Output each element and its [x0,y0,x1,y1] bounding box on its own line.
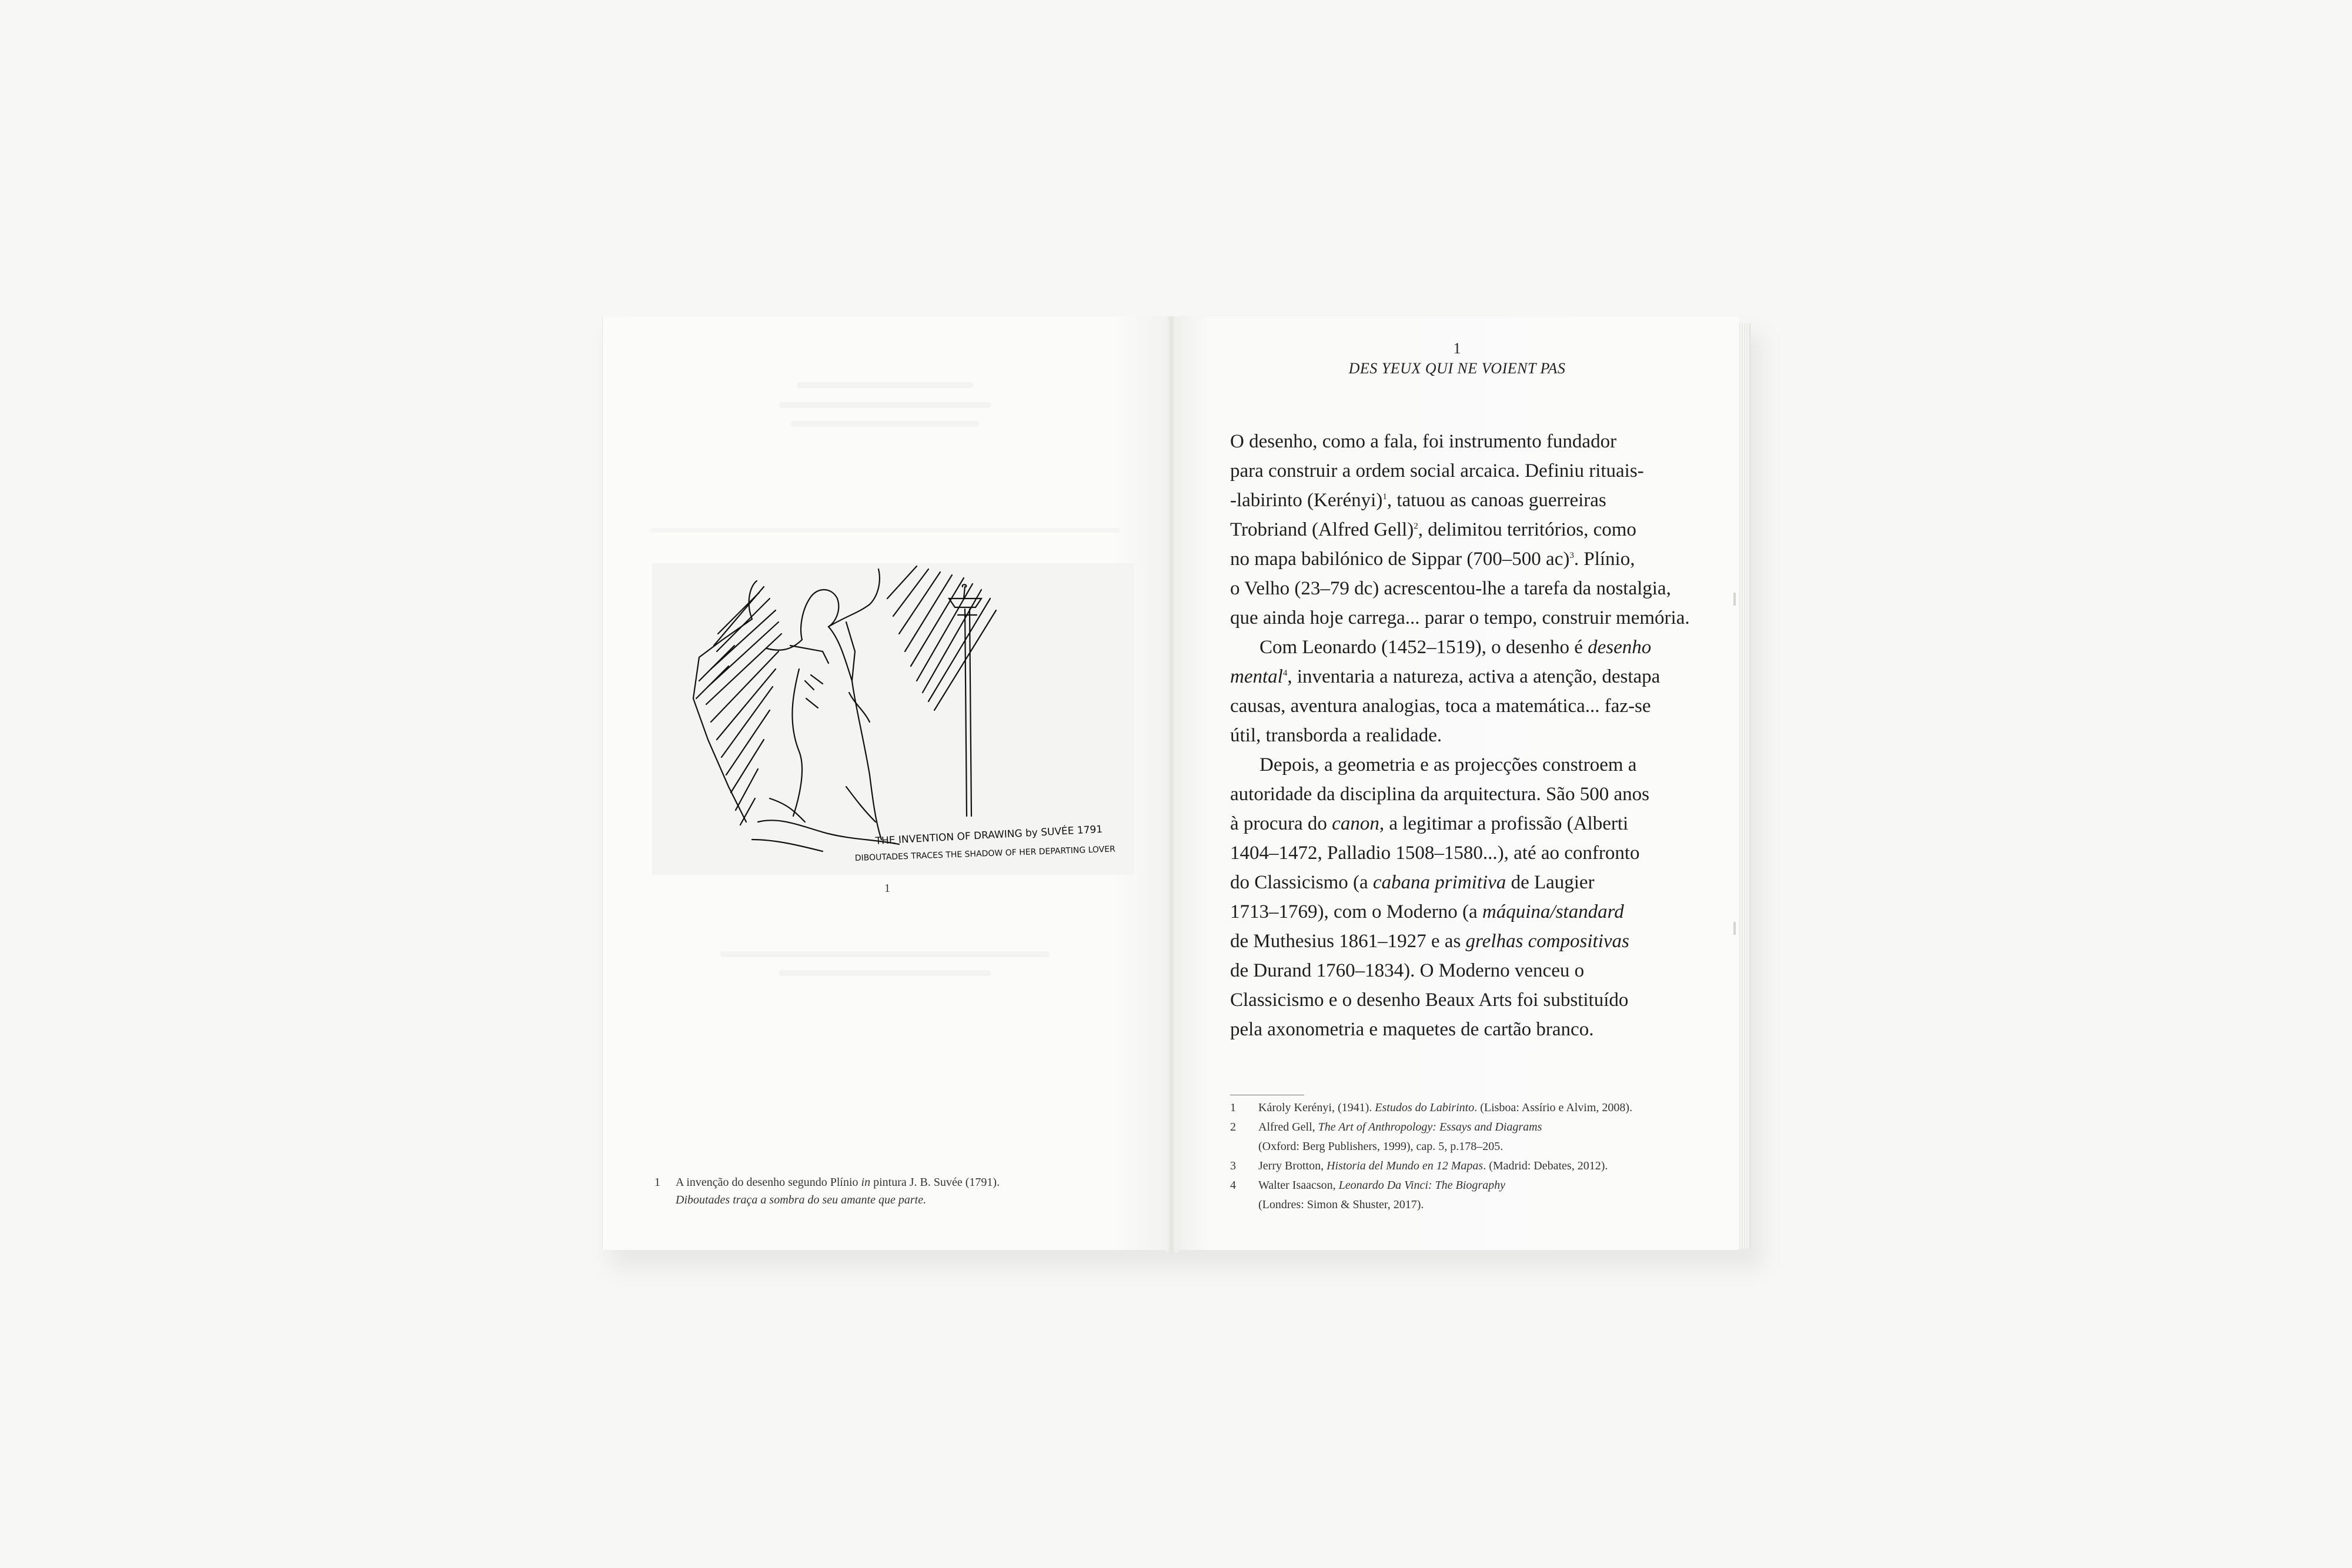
text-line: de Muthesius 1861–1927 e as grelhas compositivas [1230,931,1629,952]
text-line: pela axonometria e maquetes de cartão branco. [1230,1019,1594,1040]
right-page [1175,316,1739,1250]
footnote-2-continuation: (Oxford: Berg Publishers, 1999), cap. 5, p.178–205. [1258,1140,1504,1153]
paragraph-1 [1230,427,1736,633]
lamp-post [949,584,981,816]
text-line: autoridade da disciplina da arquitectura. São 500 anos [1230,784,1649,805]
paragraph-2 [1230,633,1736,750]
left-page [602,316,1172,1250]
caption-line-2: Diboutades traça a sombra do seu amante que parte. [676,1193,927,1206]
sketch-illustration [652,563,1134,875]
figure-inscription-line1: THE INVENTION OF DRAWING by SUVÉE 1791 [875,823,1103,847]
page-block-edge [1739,323,1750,1249]
text-line: -labirinto (Kerényi)$^1$, tatuou as canoas guerreiras [1230,490,1606,511]
footnotes [1230,1098,1736,1215]
figure-caption [654,1174,1137,1209]
caption-line-1 [654,1174,1137,1191]
text-line: do Classicismo (a cabana primitiva de Laugier [1230,872,1595,893]
text-line: à procura do canon, a legitimar a profissão (Alberti [1230,813,1629,834]
text-line: O desenho, como a fala, foi instrumento fundador [1230,431,1617,452]
text-line: para construir a ordem social arcaica. Definiu rituais- [1230,460,1644,482]
chapter-number: 1 [1453,340,1461,357]
text-line: útil, transborda a realidade. [1230,725,1442,746]
figure-number: 1 [884,882,890,895]
paragraph-3 [1230,750,1736,1044]
caption-text: A invenção do desenho segundo Plínio [676,1176,861,1189]
show-through-text [779,402,991,408]
show-through-text [779,970,991,976]
text-line: 1404–1472, Palladio 1508–1580...), até ao confronto [1230,842,1640,864]
footnote-4: 4 Walter Isaacson, Leonardo Da Vinci: The Biography [1230,1179,1505,1192]
footnote-2: 2 Alfred Gell, The Art of Anthropology: Essays and Diagrams [1230,1121,1542,1134]
text-line: Trobriand (Alfred Gell)$^2$, delimitou territórios, como [1230,519,1636,540]
suvee-drawing-figure [652,563,1134,875]
footnote-1: 1 Károly Kerényi, (1941). Estudos do Labirinto. (Lisboa: Assírio e Alvim, 2008). [1230,1101,1633,1114]
text-line: 1713–1769), com o Moderno (a máquina/standard [1230,901,1624,922]
text-line: Depois, a geometria e as projecções constroem a [1259,754,1637,775]
show-through-text [720,951,1050,957]
footnote-3: 3 Jerry Brotton, Historia del Mundo en 12 Mapas. (Madrid: Debates, 2012). [1230,1159,1608,1172]
text-line: no mapa babilónico de Sippar (700–500 ac)$^3$. Plínio, [1230,549,1635,570]
footnote-ref[interactable]: 3 [1569,551,1574,560]
show-through-text [791,421,979,427]
caption-italic: in [861,1176,871,1189]
background-ray-hatching [887,566,996,710]
caption-number: 1 [654,1176,660,1189]
open-booklet [602,316,1755,1252]
show-through-text [797,382,973,388]
text-line: o Velho (23–79 dc) acrescentou-lhe a tarefa da nostalgia, [1230,578,1671,599]
text-line: causas, aventura analogias, toca a matemática... faz-se [1230,696,1651,717]
footnote-4-continuation: (Londres: Simon & Shuster, 2017). [1258,1198,1424,1211]
diboutades-figure [767,569,881,840]
text-line: de Durand 1760–1834). O Moderno venceu o [1230,960,1585,981]
figure-inscription-line2: DIBOUTADES TRACES THE SHADOW OF HER DEPARTING LOVER [854,844,1116,863]
text-line: mental$^4$, inventaria a natureza, activa a atenção, destapa [1230,666,1661,687]
text-line: Com Leonardo (1452–1519), o desenho é desenho [1259,637,1652,658]
caption-text: pintura J. B. Suvée (1791). [870,1176,1000,1189]
chapter-title: DES YEUX QUI NE VOIENT PAS [1348,360,1566,377]
body-text [1230,427,1736,1044]
text-line: Classicismo e o desenho Beaux Arts foi substituído [1230,989,1629,1011]
text-line: que ainda hoje carrega... parar o tempo, construir memória. [1230,607,1690,628]
footnote-ref[interactable]: 4 [1282,668,1288,678]
shadow-figure-hatching [693,581,781,825]
show-through-text [650,528,1120,533]
footnote-ref[interactable]: 1 [1382,492,1387,502]
footnote-ref[interactable]: 2 [1414,521,1418,531]
